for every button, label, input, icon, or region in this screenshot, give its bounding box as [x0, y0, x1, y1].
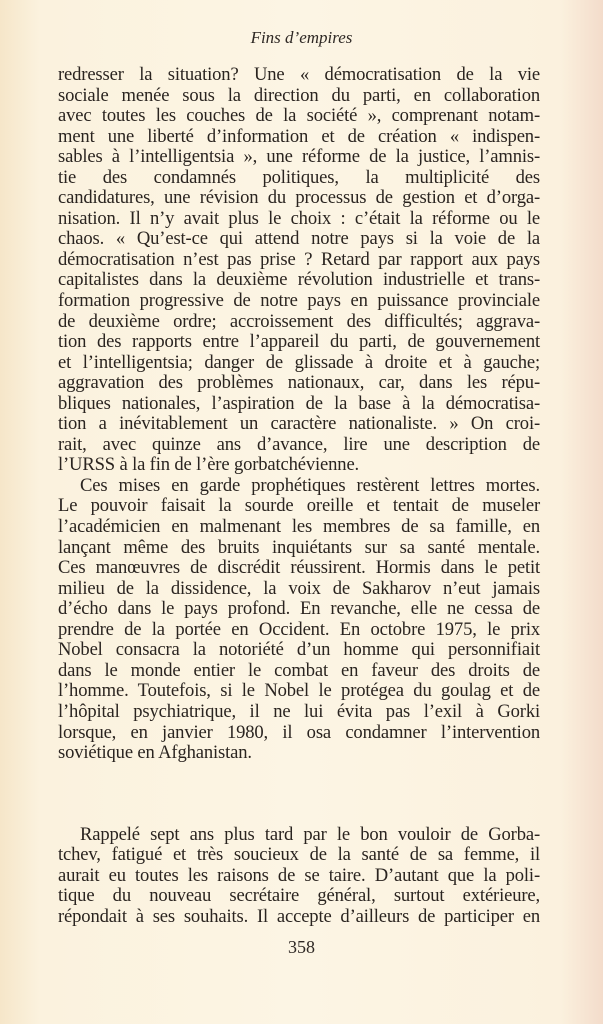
text-line: tique du nouveau secrétaire général, surtout extérieure,: [58, 885, 540, 907]
text-line: avec toutes les couches de la société », comprenant notam-: [58, 105, 540, 127]
text-line: tie des condamnés politiques, la multiplicité des: [58, 166, 540, 188]
paragraph-3: [58, 825, 540, 928]
text-line: aurait eu toutes les raisons de se taire. D’autant que la poli-: [58, 864, 540, 886]
page-number: 358: [288, 937, 315, 957]
text-line: formation progressive de notre pays en puissance provinciale: [58, 290, 540, 312]
text-line: ment une liberté d’information et de création « indispen-: [58, 125, 540, 147]
text-line: lançant même des bruits inquiétants sur sa santé mentale.: [58, 536, 540, 558]
text-line: aggravation des problèmes nationaux, car, dans les répu-: [58, 372, 540, 394]
body-text: [58, 65, 540, 927]
text-line: de deuxième ordre; accroissement des difficultés; aggrava-: [58, 310, 540, 332]
text-line: Ces mises en garde prophétiques restèrent lettres mortes.: [80, 474, 540, 496]
text-line: nisation. Il n’y avait plus le choix : c’était la réforme ou le: [58, 207, 540, 229]
text-line: Ces manœuvres de discrédit réussirent. Hormis dans le petit: [58, 557, 540, 579]
text-line: lorsque, en janvier 1980, il osa condamner l’intervention: [58, 721, 540, 743]
text-line: redresser la situation? Une « démocratisation de la vie: [58, 64, 540, 85]
paragraph-1: [58, 65, 540, 476]
text-line: chaos. « Qu’est-ce qui attend notre pays si la voie de la: [58, 228, 540, 250]
text-line: et l’intelligentsia; danger de glissade à droite et à gauche;: [58, 351, 540, 373]
text-line: prendre de la portée en Occident. En octobre 1975, le prix: [58, 618, 540, 640]
text-line: répondait à ses souhaits. Il accepte d’ailleurs de participer en: [58, 905, 540, 927]
text-line: l’homme. Toutefois, si le Nobel le protégea du goulag et de: [58, 680, 540, 702]
text-line: d’écho dans le pays profond. En revanche, elle ne cessa de: [58, 598, 540, 620]
text-line: tion a inévitablement un caractère nationaliste. » On croi-: [58, 413, 540, 435]
running-head: Fins d’empires: [250, 28, 353, 47]
text-line: sociale menée sous la direction du parti, en collaboration: [58, 84, 540, 106]
text-line: capitalistes dans la deuxième révolution industrielle et trans-: [58, 269, 540, 291]
text-line: tion des rapports entre l’appareil du parti, de gouvernement: [58, 331, 540, 353]
section-break: [58, 764, 540, 825]
text-line: bliques nationales, l’aspiration de la base à la démocratisa-: [58, 392, 540, 414]
text-line: l’hôpital psychiatrique, il ne lui évita pas l’exil à Gorki: [58, 700, 540, 722]
text-line: rait, avec quinze ans d’avance, lire une description de: [58, 433, 540, 455]
text-line: soviétique en Afghanistan.: [58, 742, 252, 764]
text-line: Nobel consacra la notoriété d’un homme qui personnifiait: [58, 639, 540, 661]
text-line: dans le monde entier le combat en faveur des droits de: [58, 659, 540, 681]
text-line: sables à l’intelligentsia », une réforme de la justice, l’amnis-: [58, 146, 540, 168]
text-line: candidatures, une révision du processus de gestion et d’orga-: [58, 187, 540, 209]
text-line: Rappelé sept ans plus tard par le bon vouloir de Gorba-: [80, 823, 540, 845]
paragraph-2: [58, 476, 540, 764]
text-line: milieu de la dissidence, la voix de Sakharov n’eut jamais: [58, 577, 540, 599]
text-line: Le pouvoir faisait la sourde oreille et tentait de museler: [58, 495, 540, 517]
text-line: tchev, fatigué et très soucieux de la santé de sa femme, il: [58, 844, 540, 866]
text-line: l’académicien en malmenant les membres de sa famille, en: [58, 516, 540, 538]
text-line: démocratisation n’est pas prise ? Retard par rapport aux pays: [58, 248, 540, 270]
text-line: l’URSS à la fin de l’ère gorbatchévienne.: [58, 454, 360, 476]
